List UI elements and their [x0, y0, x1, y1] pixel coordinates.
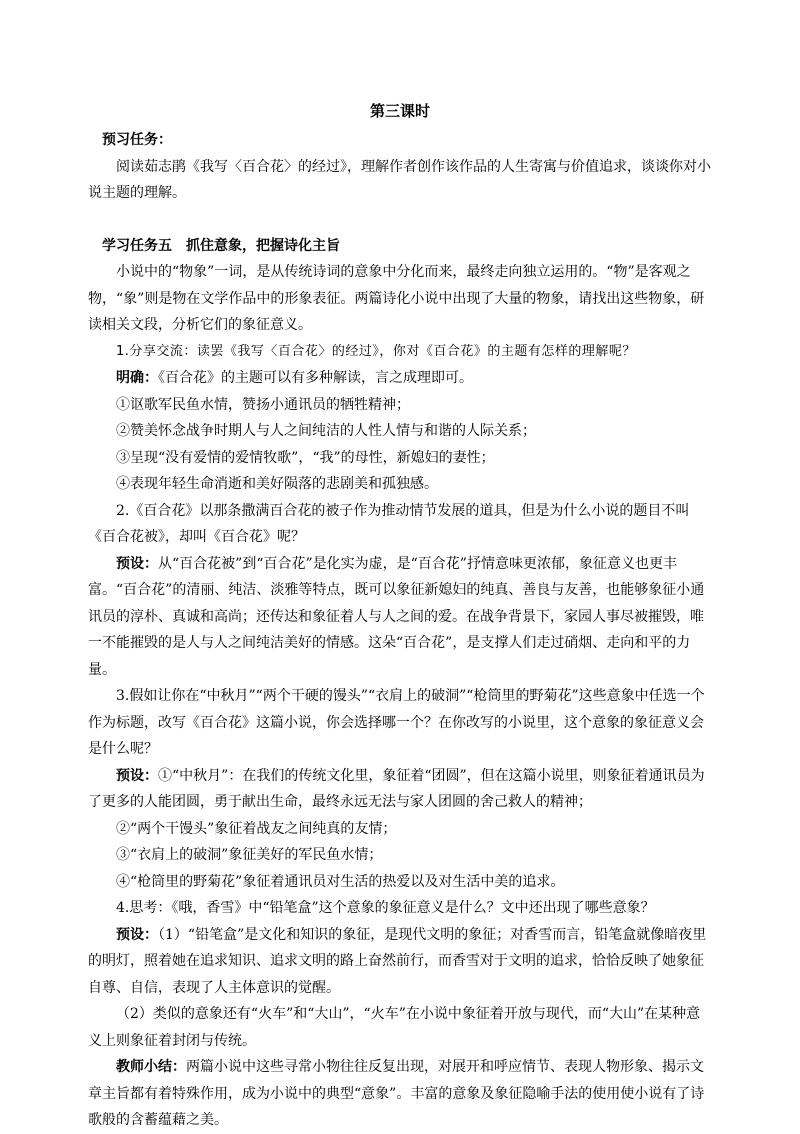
question-2: 2.《百合花》以那条撒满百合花的被子作为推动情节发展的道具，但是为什么小说的题目不叫《百合花被》，却叫《百合花》呢？: [88, 502, 690, 545]
answer-4-label: 预设：: [116, 926, 158, 943]
section-gap: [88, 207, 712, 233]
preview-heading: 预习任务：: [102, 132, 172, 148]
answer-2-label: 预设：: [116, 555, 158, 572]
answer-1-item: ③呈现“没有爱情的爱情牧歌”，“我”的母性，新媳妇的妻性；: [116, 449, 495, 466]
answer-1-item: ④表现年轻生命消逝和美好陨落的悲剧美和孤独感。: [116, 476, 438, 492]
answer-3-item: ④“枪筒里的野菊花”象征着通讯员对生活的热爱以及对生活中美的追求。: [116, 873, 565, 890]
teacher-summary-label: 教师小结：: [116, 1059, 186, 1075]
answer-3: [88, 763, 712, 816]
answer-1-item: ②赞美怀念战争时期人与人之间纯洁的人性人情与和谐的人际关系；: [116, 423, 536, 439]
answer-1: [88, 365, 712, 392]
answer-4: [88, 922, 712, 1002]
question-3: 3.假如让你在“中秋月”“两个干硬的馒头”“衣肩上的破洞”“枪筒里的野菊花”这些意象中任选一个作为标题，改写《百合花》这篇小说，你会选择哪一个？在你改写的小说里，这个意象的象征意义会是什么呢？: [88, 688, 705, 757]
answer-3-label: 预设：: [116, 767, 158, 784]
document-content: [88, 101, 712, 1134]
question-4: 4.思考：《哦，香雪》中“铅笔盒”这个意象的象征意义是什么？文中还出现了哪些意象？: [116, 900, 655, 916]
answer-2: [88, 551, 712, 684]
question-1: 1.分享交流：读罢《我写〈百合花〉的经过》，你对《百合花》的主题有怎样的理解呢？: [116, 343, 636, 359]
answer-2-text: 从“百合花被”到“百合花”是化实为虚，是“百合花”抒情意味更浓郁，象征意义也更丰富。“百合花”的清丽、纯洁、淡雅等特点，既可以象征新媳妇的纯真、善良与友善，也能够象征小通讯员的淳朴、真诚和高尚；还传达和象征着人与人之间的爱。在战争背景下，家园人事尽被摧毁，唯一不能摧毁的是人与人之间纯洁美好的情感。这朵“百合花”，是支撑人们走过硝烟、走向和平的力量。: [88, 555, 705, 678]
answer-3-item: ②“两个干馒头”象征着战友之间纯真的友情；: [116, 820, 397, 837]
answer-1-text: 《百合花》的主题可以有多种解读，言之成理即可。: [158, 370, 473, 386]
answer-3-text: ①“中秋月”：在我们的传统文化里，象征着“团圆”，但在这篇小说里，则象征着通讯员为了更多的人能团圆，勇于献出生命，最终永远无法与家人团圆的舍己救人的精神；: [88, 767, 705, 810]
answer-4-part-2: （2）类似的意象还有“火车”和“大山”，“火车”在小说中象征着开放与现代，而“大山”在某种意义上则象征着封闭与传统。: [88, 1006, 701, 1049]
answer-1-label: 明确：: [116, 370, 158, 386]
answer-3-item: ③“衣肩上的破洞”象征美好的军民鱼水情；: [116, 847, 383, 863]
teacher-summary: [88, 1054, 712, 1134]
task5-heading: 学习任务五 抓住意象，把握诗化主旨: [102, 237, 340, 254]
page-title: 第三课时: [369, 102, 430, 120]
teacher-summary-text: 两篇小说中这些寻常小物往往反复出现，对展开和呼应情节、表现人物形象、揭示文章主旨都有着特殊作用，成为小说中的典型“意象”。丰富的意象及象征隐喻手法的使用使小说有了诗歌般的含蓄蕴藉之美。: [88, 1059, 705, 1128]
preview-text: 阅读茹志鹃《我写〈百合花〉的经过》，理解作者创作该作品的人生寄寓与价值追求，谈谈你对小说主题的理解。: [88, 158, 711, 201]
answer-1-item: ①讴歌军民鱼水情，赞扬小通讯员的牺牲精神；: [116, 396, 410, 413]
answer-4-text: （1）“铅笔盒”是文化和知识的象征，是现代文明的象征；对香雪而言，铅笔盒就像暗夜里的明灯，照着她在追求知识、追求文明的路上奋然前行，而香雪对于文明的追求，恰恰反映了她象征自尊、自信，表现了人主体意识的觉醒。: [88, 926, 707, 996]
task5-intro: 小说中的“物象”一词，是从传统诗词的意象中分化而来，最终走向独立运用的。“物”是客观之物，“象”则是物在文学作品中的形象表征。两篇诗化小说中出现了大量的物象，请找出这些物象，研读相关文段，分析它们的象征意义。: [88, 264, 705, 333]
